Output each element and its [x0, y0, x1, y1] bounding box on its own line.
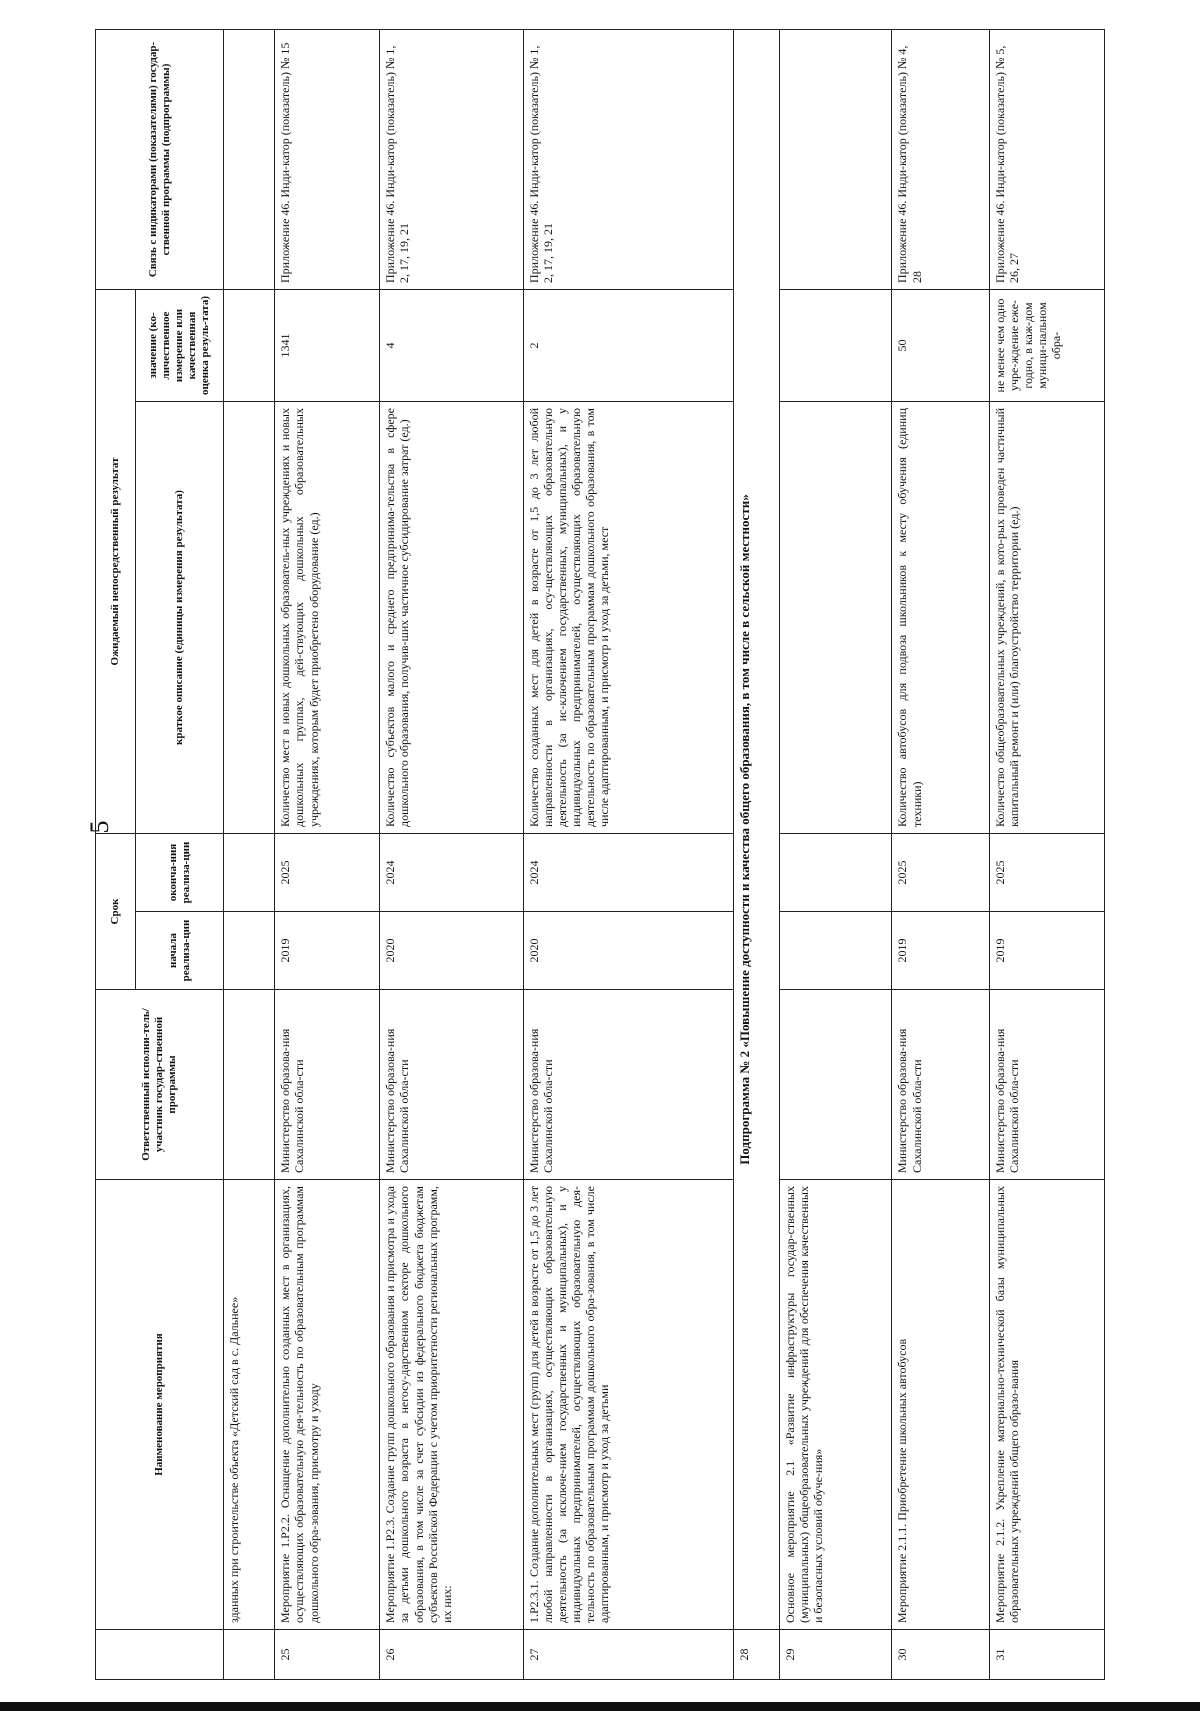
executor: Министерство образова-ния Сахалинской обла-сти	[523, 990, 733, 1180]
header-row-1	[96, 30, 136, 1680]
start-year	[779, 912, 892, 990]
subprogram-title: Подпрограмма № 2 «Повышение доступности и качества общего образования, в том числе в сельской местности»	[733, 30, 779, 1630]
table-row	[275, 30, 380, 1680]
start-year: 2019	[989, 912, 1104, 990]
end-year: 2025	[892, 834, 989, 912]
result-value: 1341	[275, 290, 380, 402]
header-value: значение (ко-личественное измерение или качественная оценка резуль-тата)	[136, 290, 224, 402]
result-description: Количество субъектов малого и среднего предпринима-тельства в сфере дошкольного образования, получив-ших частичное субсидирование затрат (ед.)	[380, 402, 523, 834]
end-year: 2024	[523, 834, 733, 912]
header-end: оконча-ния реализа-ции	[136, 834, 224, 912]
measure-name: зданных при строительстве объекта «Детский сад в с. Дальнее»	[224, 1180, 275, 1630]
measure-name: Мероприятие 2.1.1. Приобретение школьных автобусов	[892, 1180, 989, 1630]
start-year: 2020	[523, 912, 733, 990]
result-value: 2	[523, 290, 733, 402]
measure-name: Основное мероприятие 2.1 «Развитие инфраструктуры государ-ственных (муниципальных) общеобразовательных учреждений для обеспечения качественных и безопасных условий обуче-ния»	[779, 1180, 892, 1630]
row-number: 27	[523, 1630, 733, 1680]
start-year: 2019	[275, 912, 380, 990]
start-year: 2020	[380, 912, 523, 990]
indicator-link: Приложение 46. Инди-катор (показатель) № 1, 2, 17, 19, 21	[380, 30, 523, 290]
indicator-link	[779, 30, 892, 290]
row-number: 25	[275, 1630, 380, 1680]
table-row	[779, 30, 892, 1680]
row-number: 30	[892, 1630, 989, 1680]
rotated-page-content	[95, 30, 1105, 1680]
header-expected-result: Ожидаемый непосредственный результат	[96, 290, 136, 834]
result-value	[779, 290, 892, 402]
end-year	[224, 834, 275, 912]
end-year	[779, 834, 892, 912]
indicator-link: Приложение 46. Инди-катор (показатель) № 5, 26, 27	[989, 30, 1104, 290]
result-description	[779, 402, 892, 834]
end-year: 2025	[989, 834, 1104, 912]
result-value	[224, 290, 275, 402]
page-number: 5	[85, 820, 114, 834]
measure-name: Мероприятие 1.Р2.3. Создание групп дошкольного образования и присмотра и ухода за детьми дошкольного возраста в негосу-дарственном секторе дошкольного образования, в том числе за счет субсидии из федерального бюджета бюджетам субъектов Российской Федерации с учетом приоритетности региональных программ, их них:	[380, 1180, 523, 1630]
measure-name: Мероприятие 2.1.2. Укрепление материально-технической базы муниципальных образовательных учреждений общего образо-вания	[989, 1180, 1104, 1630]
executor	[224, 990, 275, 1180]
measure-name: Мероприятие 1.Р2.2. Оснащение дополнительно созданных мест в организациях, осуществляющих образовательную дея-тельность по образовательным программам дошкольного обра-зования, присмотру и уходу	[275, 1180, 380, 1630]
row-number: 28	[733, 1630, 779, 1680]
indicator-link: Приложение 46. Инди-катор (показатель) № 1, 2, 17, 19, 21	[523, 30, 733, 290]
result-value: 50	[892, 290, 989, 402]
result-description	[224, 402, 275, 834]
result-value: 4	[380, 290, 523, 402]
table-row	[523, 30, 733, 1680]
result-description: Количество общеобразовательных учреждений, в кото-рых проведен частичный капитальный ремонт и (или) благоустройство территории (ед.)	[989, 402, 1104, 834]
program-measures-table	[95, 29, 1105, 1680]
end-year: 2025	[275, 834, 380, 912]
row-number	[224, 1630, 275, 1680]
header-start: начала реализа-ции	[136, 912, 224, 990]
header-indicator-link: Связь с индикаторами (показателями) государ-ственной программы (подпрограммы)	[96, 30, 224, 290]
result-description: Количество мест в новых дошкольных образователь-ных учреждениях и новых дошкольных группах, дей-ствующих дошкольных образовательных учреждениях, которым будет приобретено оборудование (ед.)	[275, 402, 380, 834]
indicator-link	[224, 30, 275, 290]
table-row	[989, 30, 1104, 1680]
table-row	[892, 30, 989, 1680]
header-description: краткое описание (единицы измерения результата)	[136, 402, 224, 834]
executor: Министерство образова-ния Сахалинской обла-сти	[380, 990, 523, 1180]
result-description: Количество автобусов для подвоза школьников к месту обучения (единиц техники)	[892, 402, 989, 834]
executor: Министерство образова-ния Сахалинской обла-сти	[892, 990, 989, 1180]
header-number	[96, 1630, 224, 1680]
result-value: не менее чем одно учре-ждение еже-годно, в каж-дом муници-пальном обра-	[989, 290, 1104, 402]
indicator-link: Приложение 46. Инди-катор (показатель) № 4, 28	[892, 30, 989, 290]
table-row	[380, 30, 523, 1680]
end-year: 2024	[380, 834, 523, 912]
start-year	[224, 912, 275, 990]
row-number: 31	[989, 1630, 1104, 1680]
row-number: 29	[779, 1630, 892, 1680]
section-row	[733, 30, 779, 1680]
executor: Министерство образова-ния Сахалинской обла-сти	[989, 990, 1104, 1180]
header-term: Срок	[96, 834, 136, 990]
header-measure-name: Наименование мероприятия	[96, 1180, 224, 1630]
header-executor: Ответственный исполни-тель/участник государ-ственной программы	[96, 990, 224, 1180]
scan-edge-bar	[0, 1702, 1200, 1711]
executor	[779, 990, 892, 1180]
indicator-link: Приложение 46. Инди-катор (показатель) № 15	[275, 30, 380, 290]
row-number: 26	[380, 1630, 523, 1680]
start-year: 2019	[892, 912, 989, 990]
executor: Министерство образова-ния Сахалинской обла-сти	[275, 990, 380, 1180]
result-description: Количество созданных мест для детей в возрасте от 1,5 до 3 лет любой направленности в организациях, осу-ществляющих образовательную деятельность (за ис-ключением государственных, муниципальных), и у индивидуальных предпринимателей, осуществляющих образовательную деятельность по образовательным программам дошкольного образования, в том числе адаптированным, и присмотр и уход за детьми, мест	[523, 402, 733, 834]
table-row	[224, 30, 275, 1680]
measure-name: 1.Р2.3.1. Создание дополнительных мест (групп) для детей в возрасте от 1,5 до 3 лет любой направленности в организациях, осуществляющих образовательную деятельность (за исключе-нием государственных и муниципальных), и у индивидуальных предпринимателей, осуществляющих образовательную дея-тельность по образовательным программам дошкольного обра-зования, в том числе адаптированным, и присмотр и уход за детьми	[523, 1180, 733, 1630]
